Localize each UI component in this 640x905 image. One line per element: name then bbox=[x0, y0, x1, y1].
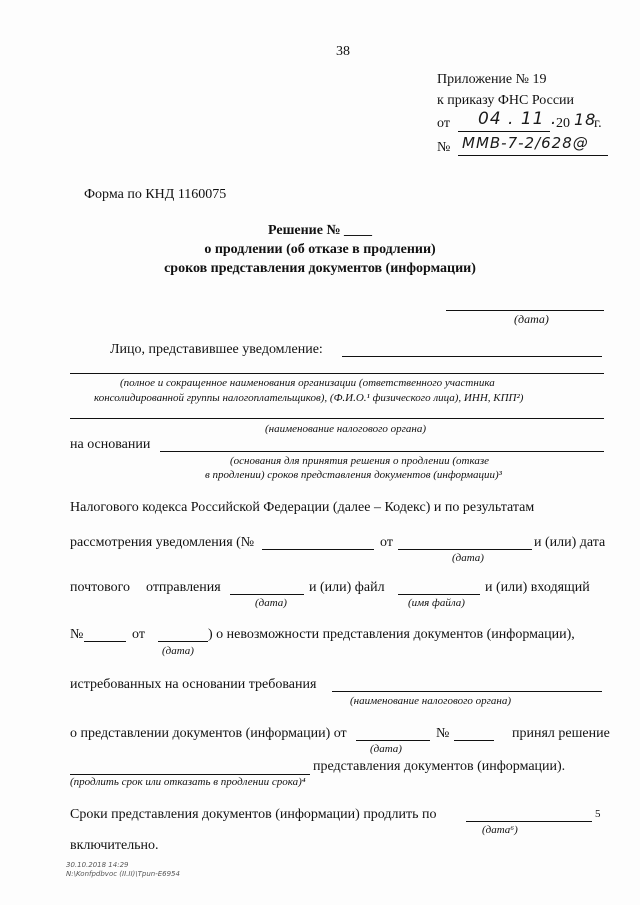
person-caption-1: (полное и сокращенное наименования организации (ответственного участника bbox=[120, 377, 495, 389]
caption-date-3: (дата) bbox=[162, 645, 194, 657]
body-line-2-b: от bbox=[380, 535, 393, 550]
person-label: Лицо, представившее уведомление: bbox=[110, 342, 323, 357]
tax-authority-line bbox=[70, 418, 604, 419]
body-line-6-a: о представлении документов (информации) от bbox=[70, 726, 347, 741]
body-line-6-b: № bbox=[436, 726, 450, 741]
body-line-8: Сроки представления документов (информации) продлить по bbox=[70, 807, 437, 822]
basis-label: на основании bbox=[70, 437, 151, 452]
caption-tax-authority-2: (наименование налогового органа) bbox=[350, 695, 512, 707]
caption-file-name: (имя файла) bbox=[408, 597, 465, 609]
person-caption-2: консолидированной группы налогоплательщиков), (Ф.И.О.¹ физического лица), ИНН, КПП²) bbox=[94, 392, 524, 404]
footer-line-2: N:\Konfpdbvoc (II.II)\Tpun-E6954 bbox=[66, 870, 180, 878]
body-line-9: включительно. bbox=[70, 838, 159, 853]
person-line-1 bbox=[342, 356, 602, 357]
body-line-1: Налогового кодекса Российской Федерации (далее – Кодекс) и по результатам bbox=[70, 500, 535, 515]
body-line-4-a: № bbox=[70, 627, 84, 642]
body-line-2-c: и (или) дата bbox=[534, 535, 606, 550]
basis-caption-1: (основания для принятия решения о продлении (отказе bbox=[230, 455, 489, 467]
body-line-7: представления документов (информации). bbox=[313, 759, 566, 774]
body-line-3-a: почтового bbox=[70, 580, 131, 595]
postal-date-line bbox=[230, 594, 304, 595]
body-line-4-b: от bbox=[132, 627, 145, 642]
footer-line-1: 30.10.2018 14:29 bbox=[66, 861, 129, 869]
appendix-date-handwritten: 04 . 11 . bbox=[478, 109, 558, 129]
form-code: Форма по КНД 1160075 bbox=[84, 187, 227, 202]
appendix-date-line bbox=[458, 131, 550, 132]
incoming-number-line bbox=[84, 641, 126, 642]
basis-line bbox=[160, 451, 604, 452]
requirement-authority-line bbox=[332, 691, 602, 692]
decision-choice-line bbox=[70, 774, 310, 775]
appendix-year-suffix: г. bbox=[594, 116, 602, 131]
body-line-2-a: рассмотрения уведомления (№ bbox=[70, 535, 255, 550]
requirement-number-line bbox=[454, 740, 494, 741]
body-line-3-b: отправления bbox=[146, 580, 221, 595]
caption-date-4: (дата) bbox=[370, 743, 402, 755]
appendix-number-label: № bbox=[437, 140, 451, 155]
appendix-year-handwritten: 18 bbox=[574, 110, 597, 129]
person-line-2 bbox=[70, 373, 604, 374]
incoming-date-line bbox=[158, 641, 208, 642]
appendix-number-handwritten: ММВ-7-2/628@ bbox=[462, 134, 589, 152]
body-line-5: истребованных на основании требования bbox=[70, 677, 317, 692]
decision-date-line bbox=[446, 310, 604, 311]
file-name-line bbox=[398, 594, 480, 595]
appendix-year-prefix: 20 bbox=[556, 116, 570, 131]
decision-subtitle-1: о продлении (об отказе в продлении) bbox=[204, 242, 436, 257]
decision-title: Решение № ____ bbox=[267, 223, 373, 238]
notification-number-line bbox=[262, 549, 374, 550]
body-line-3-c: и (или) файл bbox=[309, 580, 385, 595]
appendix-from-label: от bbox=[437, 116, 450, 131]
caption-extend: (продлить срок или отказать в продлении срока)⁴ bbox=[70, 776, 306, 788]
body-line-4-c: ) о невозможности представления документов (информации), bbox=[208, 627, 575, 642]
appendix-number-line bbox=[458, 155, 608, 156]
decision-date-caption: (дата) bbox=[514, 312, 549, 326]
caption-date-5: (дата⁶) bbox=[482, 824, 518, 836]
appendix-order: к приказу ФНС России bbox=[437, 93, 575, 108]
page-number: 38 bbox=[336, 44, 350, 59]
body-line-3-d: и (или) входящий bbox=[485, 580, 590, 595]
requirement-date-line bbox=[356, 740, 430, 741]
body-line-6-c: принял решение bbox=[512, 726, 610, 741]
caption-date-2: (дата) bbox=[255, 597, 287, 609]
decision-subtitle-2: сроков представления документов (информации) bbox=[164, 261, 476, 276]
appendix-title: Приложение № 19 bbox=[437, 72, 547, 87]
extended-date-line bbox=[466, 821, 592, 822]
footnote-mark: 5 bbox=[595, 808, 601, 820]
basis-caption-2: в продлении) сроков представления документов (информации)³ bbox=[205, 469, 502, 481]
caption-date-1: (дата) bbox=[452, 552, 484, 564]
notification-date-line bbox=[398, 549, 532, 550]
tax-authority-caption: (наименование налогового органа) bbox=[265, 423, 427, 435]
